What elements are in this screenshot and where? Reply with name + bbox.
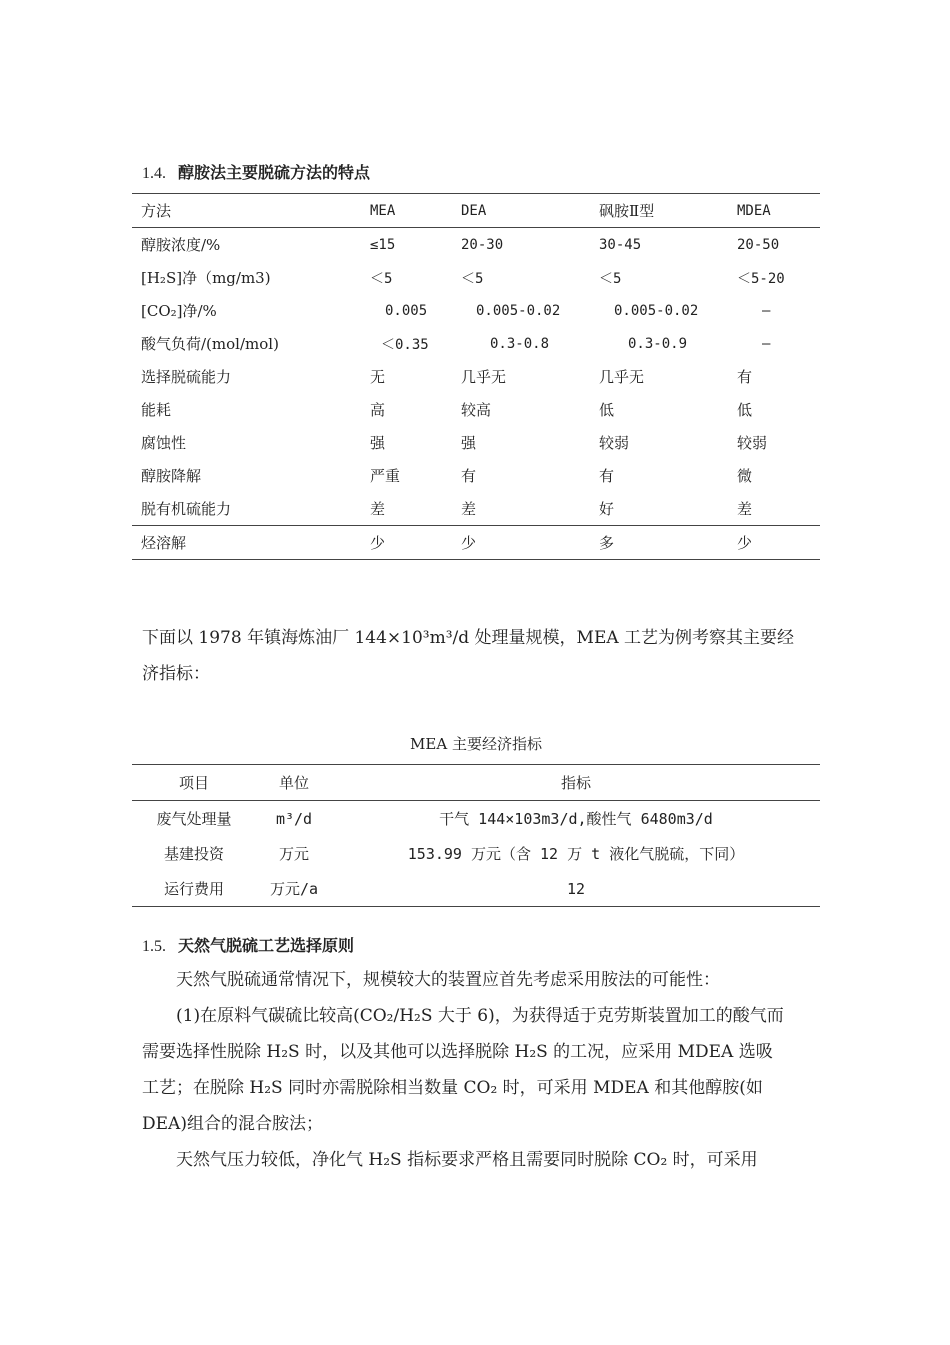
section-heading-1-4 [142,160,370,183]
table-cell: ＜5 [599,270,622,287]
table-cell: ＜5 [461,270,484,287]
table-cell: ＜5 [370,270,393,287]
table-cell: 几乎无 [599,368,645,386]
section-heading-1-5 [142,933,354,956]
table-row [132,801,820,837]
table-cell: 0.3-0.8 [490,335,550,352]
table-cell: ＜0.35 [381,336,429,353]
table-cell: 酸气负荷/(mol/mol) [141,335,279,353]
table-cell: 少 [361,526,452,560]
table-cell: m³/d [275,809,313,828]
table-row [132,492,820,526]
header-cell: DEA [452,194,590,228]
table-row [132,426,820,459]
table-cell: 153.99 万元（含 12 万 t 液化气脱硫，下同） [407,845,745,863]
table-cell: 0.005-0.02 [476,302,561,319]
table-cell: 0.005 [385,302,428,319]
table-row [132,360,820,393]
table-row [132,294,820,327]
table-row [132,836,820,871]
intro-line: 济指标： [142,664,210,684]
table-cell: 万元 [278,845,309,863]
header-cell: MEA [361,194,452,228]
table-cell: 低 [599,401,615,419]
table-cell: 万元/a [256,871,332,907]
header-cell: 砜胺Ⅱ型 [590,194,728,228]
table-cell: 有 [461,467,477,485]
table-cell: 差 [461,500,477,518]
table-cell: 较高 [461,401,492,419]
table-row [132,393,820,426]
table-cell: 干气 144×103m3/d,酸性气 6480m3/d [439,810,713,828]
table-cell: 0.005-0.02 [614,302,699,319]
table-cell: 醇胺降解 [141,467,202,485]
table-row [132,459,820,492]
table-cell: 12 [332,871,820,907]
header-cell: 项目 [132,765,256,801]
table-row [132,526,820,560]
header-cell: 指标 [332,765,820,801]
table-cell: 烃溶解 [132,526,361,560]
paragraph-line: 天然气压力较低，净化气 H₂S 指标要求严格且需要同时脱除 CO₂ 时，可采用 [176,1150,758,1170]
table-row [132,228,820,262]
table-row [132,871,820,907]
table-cell: 20-50 [737,236,780,253]
table-cell: 微 [737,467,753,485]
table-cell: 高 [370,401,386,419]
mea-economic-indicators-table [132,764,820,907]
paragraph-line: (1)在原料气碳硫比较高(CO₂/H₂S 大于 6)，为获得适于克劳斯装置加工的酸气而 [176,1006,784,1026]
table-cell: 低 [737,401,753,419]
table-cell: 差 [370,500,386,518]
section-title: 天然气脱硫工艺选择原则 [178,936,355,955]
table-cell: 腐蚀性 [141,434,187,452]
table-cell: 运行费用 [132,871,256,907]
table-cell: 几乎无 [461,368,507,386]
paragraph-line: 工艺；在脱除 H₂S 同时亦需脱除相当数量 CO₂ 时，可采用 MDEA 和其他醇胺(如 [142,1078,763,1098]
header-cell: MDEA [728,194,820,228]
paragraph-line: 需要选择性脱除 H₂S 时，以及其他可以选择脱除 H₂S 的工况，应采用 MDEA 选吸 [142,1042,773,1062]
paragraph-line: DEA)组合的混合胺法； [142,1114,323,1134]
section-number: 1.4. [142,165,166,182]
table-cell: 基建投资 [163,845,224,863]
table-cell: [CO₂]净/% [141,302,217,320]
table-cell: [H₂S]净（mg/m3) [141,269,271,287]
table-cell: 严重 [370,467,401,485]
header-cell: 单位 [256,765,332,801]
table-cell: 强 [461,434,477,452]
body-text [142,962,832,1178]
table-cell: 较弱 [599,434,630,452]
table-cell: 0.3-0.9 [628,335,688,352]
header-cell: 方法 [132,194,361,228]
table-cell: — [762,335,771,352]
table-row [132,327,820,360]
table-cell: 脱有机硫能力 [141,500,232,518]
table-cell: 强 [370,434,386,452]
table-row [132,261,820,294]
intro-line: 下面以 1978 年镇海炼油厂 144×10³m³/d 处理量规模，MEA 工艺为例考察其主要经 [142,628,795,648]
table-cell: — [762,302,771,319]
table-cell: 少 [452,526,590,560]
table-caption: MEA 主要经济指标 [410,735,542,753]
table-cell: 30-45 [599,236,642,253]
table-cell: ≤15 [370,236,396,253]
section-number: 1.5. [142,938,166,955]
table-cell: 能耗 [141,401,172,419]
table-cell: 废气处理量 [156,810,232,828]
paragraph-line: 天然气脱硫通常情况下，规模较大的装置应首先考虑采用胺法的可能性： [176,970,720,990]
table-cell: 20-30 [461,236,504,253]
table-cell: 有 [737,368,753,386]
intro-paragraph [142,620,832,692]
table-cell: 差 [737,500,753,518]
desulfurization-methods-table [132,193,820,560]
table-cell: ＜5-20 [737,270,785,287]
table-cell: 有 [599,467,615,485]
table-cell: 少 [728,526,820,560]
section-title: 醇胺法主要脱硫方法的特点 [178,163,371,182]
table-header-row [132,194,820,228]
table-cell: 无 [370,368,386,386]
table-cell: 多 [590,526,728,560]
table-header-row [132,765,820,801]
table-cell: 醇胺浓度/% [141,236,221,254]
table-cell: 好 [599,500,615,518]
table-cell: 选择脱硫能力 [141,368,232,386]
table-cell: 较弱 [737,434,768,452]
